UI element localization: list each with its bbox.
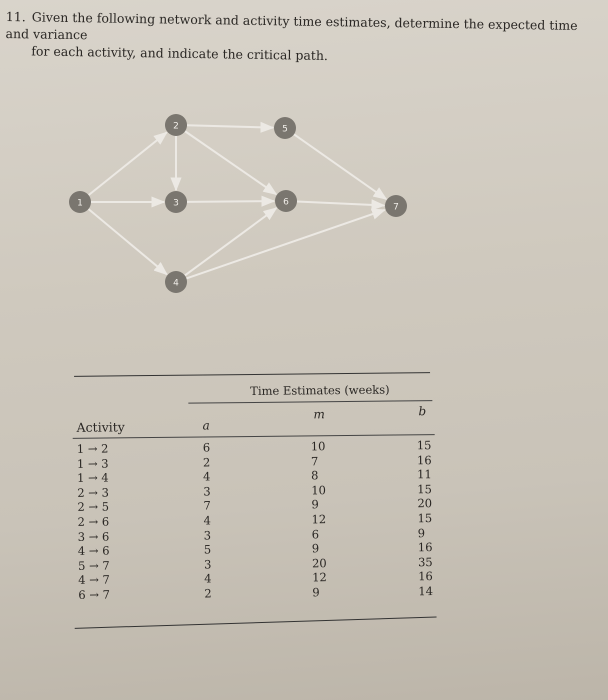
a-cell: 4 (204, 571, 212, 586)
question-text (5, 8, 602, 68)
activity-cell: 4 → 7 (78, 572, 110, 588)
activity-cell: 6 → 7 (78, 587, 111, 602)
activity-cell: 1 → 4 (77, 470, 109, 486)
m-cell: 8 (311, 468, 319, 483)
a-column (203, 440, 212, 601)
b-cell: 14 (418, 584, 434, 599)
node-label: 1 (77, 198, 83, 209)
time-estimates-table (60, 366, 443, 670)
activity-column (77, 441, 110, 602)
node-3 (165, 191, 187, 213)
activity-cell: 1 → 2 (76, 441, 109, 456)
node-label: 4 (173, 278, 179, 289)
a-cell: 3 (203, 484, 211, 499)
b-cell: 20 (417, 496, 433, 511)
b-cell: 16 (417, 540, 433, 555)
node-5 (274, 117, 296, 139)
a-cell: 2 (204, 586, 212, 601)
a-cell: 5 (203, 542, 212, 557)
activity-cell: 2 → 3 (77, 485, 109, 500)
activity-cell: 2 → 5 (77, 499, 110, 515)
node-4 (165, 271, 187, 293)
node-label: 5 (282, 124, 288, 135)
edge-4-7 (186, 210, 384, 278)
edge-5-7 (294, 134, 386, 199)
table-top-rule (74, 372, 430, 377)
m-cell: 9 (311, 497, 319, 512)
m-cell: 10 (311, 483, 326, 498)
m-cell: 9 (311, 541, 320, 556)
node-1 (69, 191, 91, 213)
m-cell: 9 (312, 585, 320, 600)
a-cell: 7 (203, 498, 211, 513)
question-number: 11. (5, 8, 26, 25)
edge-4-6 (185, 208, 276, 275)
m-cell: 7 (310, 453, 319, 468)
b-cell: 35 (417, 554, 433, 570)
m-cell: 6 (311, 526, 320, 541)
b-cell: 9 (417, 525, 426, 540)
m-cell: 10 (310, 439, 326, 454)
edge-2-6 (185, 131, 276, 194)
m-header: m (313, 407, 325, 422)
activity-header: Activity (76, 419, 125, 435)
time-estimates-title: Time Estimates (weeks) (250, 382, 390, 399)
question-line-2: for each activity, and indicate the critical path. (31, 43, 329, 64)
a-cell: 3 (203, 557, 212, 572)
node-2 (165, 114, 187, 136)
node-label: 3 (173, 198, 179, 209)
b-cell: 15 (416, 438, 432, 453)
m-column (311, 439, 327, 600)
node-label: 7 (393, 202, 399, 213)
node-7 (385, 195, 407, 217)
edge-2-5 (187, 125, 273, 127)
edge-1-2 (89, 133, 167, 196)
table-bottom-rule (75, 616, 437, 628)
question-line-1-text: Given the following network and activity time estimates, determine the expected time and variance (5, 9, 578, 43)
a-cell: 2 (202, 455, 211, 470)
activity-cell: 4 → 6 (77, 543, 110, 558)
edge-1-4 (88, 209, 166, 274)
activity-cell: 1 → 3 (76, 456, 109, 471)
a-cell: 4 (203, 513, 211, 528)
edge-6-7 (297, 201, 384, 205)
b-cell: 11 (417, 467, 432, 482)
m-cell: 12 (312, 570, 327, 585)
edge-3-6 (187, 201, 274, 202)
b-column (417, 438, 433, 599)
a-cell: 4 (203, 469, 211, 484)
b-cell: 15 (417, 481, 432, 497)
a-cell: 6 (202, 440, 211, 455)
network-diagram (0, 95, 608, 305)
m-cell: 12 (311, 512, 327, 527)
activity-cell: 3 → 6 (77, 529, 110, 544)
b-cell: 16 (416, 452, 432, 467)
b-cell: 16 (418, 569, 433, 584)
m-cell: 20 (311, 555, 327, 571)
header-rule (73, 434, 435, 439)
node-label: 2 (173, 121, 179, 132)
time-estimates-rule (188, 400, 432, 404)
node-6 (275, 190, 297, 212)
activity-cell: 5 → 7 (77, 558, 110, 573)
b-header: b (418, 404, 427, 419)
b-cell: 15 (417, 511, 433, 526)
activity-cell: 2 → 6 (77, 514, 110, 529)
a-cell: 3 (203, 527, 212, 543)
node-label: 6 (283, 197, 289, 208)
a-header: a (202, 418, 210, 433)
